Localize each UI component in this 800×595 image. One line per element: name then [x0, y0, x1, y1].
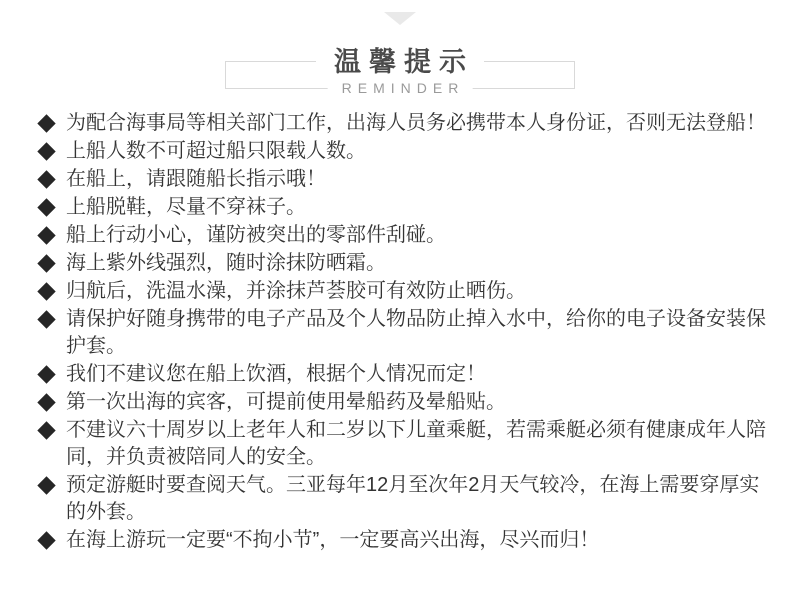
list-item	[38, 250, 770, 277]
page-root	[0, 12, 800, 595]
page-subtitle: REMINDER	[328, 80, 473, 96]
list-item	[38, 527, 770, 554]
list-item	[38, 472, 770, 526]
page-title: 温馨提示	[316, 46, 484, 78]
diamond-bullet-icon	[37, 198, 55, 216]
diamond-bullet-icon	[37, 226, 55, 244]
list-item	[38, 389, 770, 416]
list-item	[38, 138, 770, 165]
diamond-bullet-icon	[37, 114, 55, 132]
list-item-text: 为配合海事局等相关部门工作，出海人员务必携带本人身份证，否则无法登船！	[66, 112, 766, 134]
list-item-text: 上船人数不可超过船只限载人数。	[66, 140, 366, 162]
list-item-text: 船上行动小心，谨防被突出的零部件刮碰。	[66, 224, 446, 246]
diamond-bullet-icon	[37, 421, 55, 439]
diamond-bullet-icon	[37, 365, 55, 383]
list-item	[38, 278, 770, 305]
diamond-bullet-icon	[37, 393, 55, 411]
list-item	[38, 222, 770, 249]
diamond-bullet-icon	[37, 476, 55, 494]
list-item	[38, 110, 770, 137]
diamond-bullet-icon	[37, 531, 55, 549]
triangle-down-icon	[384, 12, 416, 25]
list-item-text: 第一次出海的宾客，可提前使用晕船药及晕船贴。	[66, 391, 506, 413]
list-item-text: 请保护好随身携带的电子产品及个人物品防止掉入水中，给你的电子设备安装保护套。	[66, 308, 766, 357]
diamond-bullet-icon	[37, 142, 55, 160]
header-frame	[225, 46, 575, 96]
list-item-text: 预定游艇时要查阅天气。三亚每年12月至次年2月天气较冷，在海上需要穿厚实的外套。	[66, 474, 760, 523]
list-item-text: 在船上，请跟随船长指示哦！	[66, 168, 326, 190]
diamond-bullet-icon	[37, 254, 55, 272]
list-item	[38, 194, 770, 221]
list-item-text: 在海上游玩一定要“不拘小节”，一定要高兴出海，尽兴而归！	[66, 529, 600, 551]
list-item-text: 不建议六十周岁以上老年人和二岁以下儿童乘艇，若需乘艇必须有健康成年人陪同，并负责被陪同人的安全。	[66, 419, 766, 468]
reminder-list	[38, 110, 770, 554]
diamond-bullet-icon	[37, 310, 55, 328]
list-item-text: 海上紫外线强烈，随时涂抹防晒霜。	[66, 252, 386, 274]
list-item	[38, 166, 770, 193]
list-item-text: 上船脱鞋，尽量不穿袜子。	[66, 196, 306, 218]
list-item	[38, 361, 770, 388]
diamond-bullet-icon	[37, 282, 55, 300]
list-item	[38, 417, 770, 471]
diamond-bullet-icon	[37, 170, 55, 188]
list-item-text: 归航后，洗温水澡，并涂抹芦荟胶可有效防止晒伤。	[66, 280, 526, 302]
list-item-text: 我们不建议您在船上饮酒，根据个人情况而定！	[66, 363, 486, 385]
list-item	[38, 306, 770, 360]
